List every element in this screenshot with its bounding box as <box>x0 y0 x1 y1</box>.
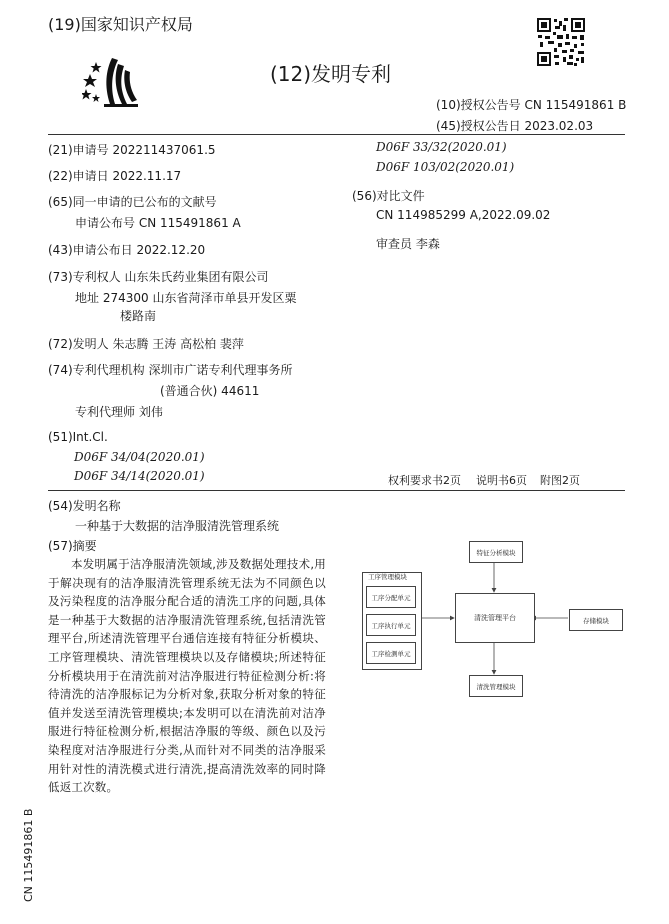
examiner: 审查员 李森 <box>376 237 440 251</box>
issuing-office: (19)国家知识产权局 <box>48 15 193 34</box>
patentee-address: 地址 274300 山东省菏泽市单县开发区粟 <box>75 291 297 305</box>
process-management-module-title: 工序管理模块 <box>368 573 407 581</box>
feature-analysis-module: 特征分析模块 <box>469 541 523 563</box>
application-publication-date: (43)申请公布日 2022.12.20 <box>48 243 206 257</box>
inventors: (72)发明人 朱志腾 王涛 高松柏 裴萍 <box>48 337 244 351</box>
prior-publication-number: 申请公布号 CN 115491861 A <box>75 216 241 230</box>
patent-agency-cont: (普通合伙) 44611 <box>160 384 260 398</box>
invention-title: 一种基于大数据的洁净服清洗管理系统 <box>75 519 280 533</box>
abstract-text: 本发明属于洁净服清洗领域,涉及数据处理技术,用于解决现有的洁净服清洗管理系统无法为不同颜色以及污染程度的洁净服分配合适的清洗工序的问题,具体是一种基于大数据的洁净服清洗管理系统,包括清洗管理平台,所述清洗管理平台通信连接有特征分析模块、工序管理模块、清洗管理模块以及存储模块;所述特征分析模块用于在清洗前对洁净服进行特征检测分析:将待清洗的洁净服标记为分析对象,获取分析对象的特征值并发送至清洗管理模块;本发明可以在清洗前对洁净服进行特征检测分析,根据洁净服的等级、颜色以及污染程度对洁净服进行分类,从而针对不同类的洁净服采用针对性的清洗模式进行清洗,提高清洗效率的同时降低返工次数。 <box>48 557 326 795</box>
cleaning-management-module: 清洗管理模块 <box>469 675 523 697</box>
patentee-address-cont: 楼路南 <box>120 309 157 323</box>
document-type: (12)发明专利 <box>270 62 392 86</box>
int-cl-label: (51)Int.Cl. <box>48 430 108 444</box>
cited-documents-label: (56)对比文件 <box>352 189 425 203</box>
patent-agent: 专利代理师 刘伟 <box>75 405 163 419</box>
grant-publication-date: (45)授权公告日 2023.02.03 <box>436 119 594 133</box>
cited-document: CN 114985299 A,2022.09.02 <box>376 208 551 222</box>
side-publication-number: CN 115491861 B <box>22 808 35 902</box>
patentee: (73)专利权人 山东朱氏药业集团有限公司 <box>48 270 269 284</box>
int-cl-item: D06F 34/04(2020.01) <box>74 450 205 464</box>
process-detection-unit: 工序检测单元 <box>366 642 416 664</box>
cleaning-management-platform: 清洗管理平台 <box>455 593 535 643</box>
title-label: (54)发明名称 <box>48 499 121 513</box>
patent-agency: (74)专利代理机构 深圳市广诺专利代理事务所 <box>48 363 293 377</box>
application-date: (22)申请日 2022.11.17 <box>48 169 182 183</box>
abstract-label: (57)摘要 <box>48 539 97 553</box>
classification-item: D06F 103/02(2020.01) <box>376 160 515 174</box>
application-number: (21)申请号 202211437061.5 <box>48 143 216 157</box>
description-page-count: 说明书6页 <box>476 474 527 487</box>
process-allocation-unit: 工序分配单元 <box>366 586 416 608</box>
storage-module: 存储模块 <box>569 609 623 631</box>
grant-publication-number: (10)授权公告号 CN 115491861 B <box>436 98 627 112</box>
classification-item: D06F 33/32(2020.01) <box>376 140 507 154</box>
process-execution-unit: 工序执行单元 <box>366 614 416 636</box>
drawings-page-count: 附图2页 <box>540 474 580 487</box>
claims-page-count: 权利要求书2页 <box>388 474 461 487</box>
int-cl-item: D06F 34/14(2020.01) <box>74 469 205 483</box>
prior-publication-label: (65)同一申请的已公布的文献号 <box>48 195 217 209</box>
